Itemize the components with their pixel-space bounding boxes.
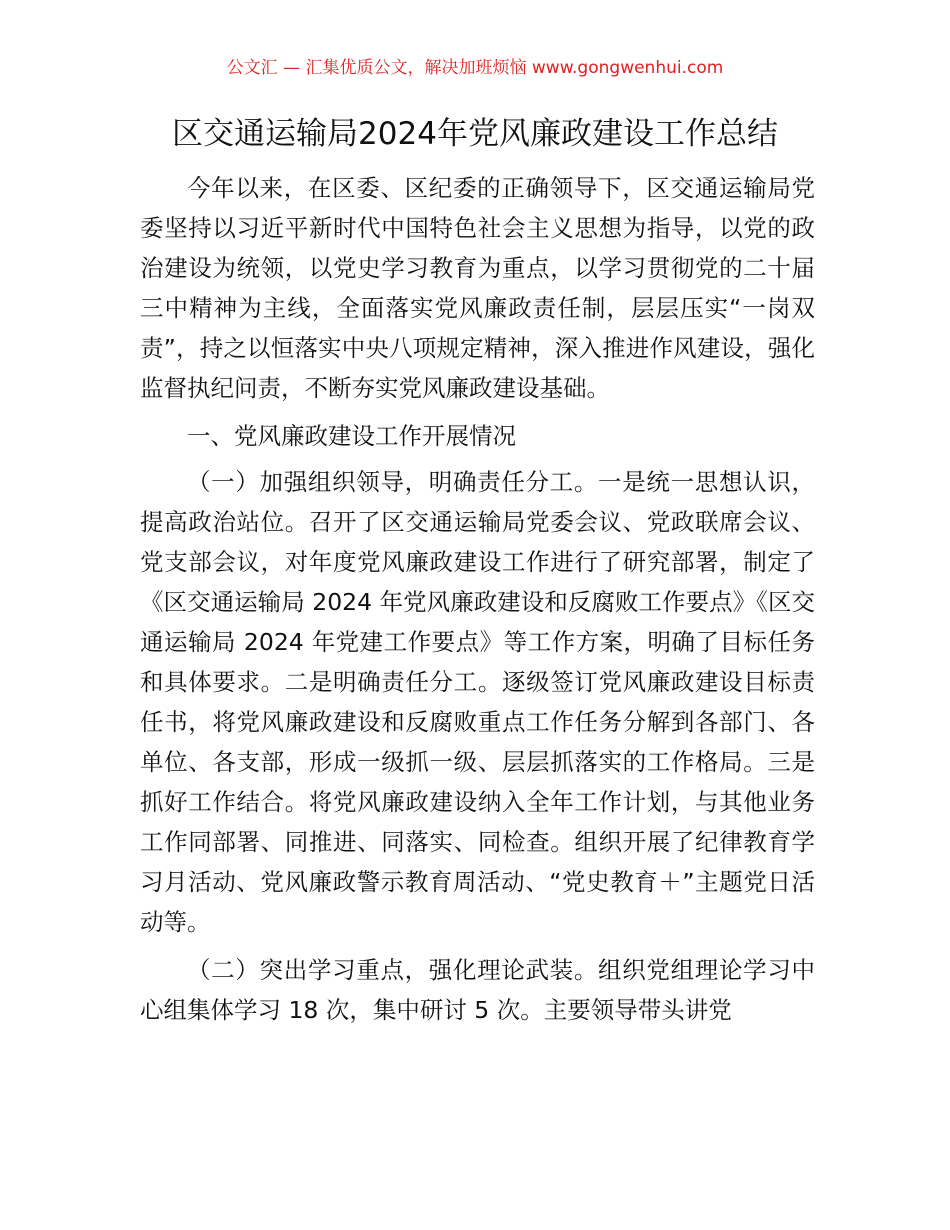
header-banner[interactable]: 公文汇 — 汇集优质公文，解决加班烦恼 www.gongwenhui.com — [226, 58, 724, 78]
paragraph-study-focus: （二）突出学习重点，强化理论武装。组织党组理论学习中心组集体学习 18 次，集中研讨 5 次。主要领导带头讲党 — [140, 956, 815, 1024]
document-title: 区交通运输局2024年党风廉政建设工作总结 — [172, 116, 778, 152]
intro-paragraph: 今年以来，在区委、区纪委的正确领导下，区交通运输局党委坚持以习近平新时代中国特色社会主义思想为指导，以党的政治建设为统领，以党史学习教育为重点，以学习贯彻党的二十届三中精神为主线，全面落实党风廉政责任制，层层压实“一岗双责”，持之以恒落实中央八项规定精神，深入推进作风建设，强化监督执纪问责，不断夯实党风廉政建设基础。 — [140, 174, 815, 402]
paragraph-organization-leadership: （一）加强组织领导，明确责任分工。一是统一思想认识，提高政治站位。召开了区交通运输局党委会议、党政联席会议、党支部会议，对年度党风廉政建设工作进行了研究部署，制定了《区交通运输局 2024 年党风廉政建设和反腐败工作要点》《区交通运输局 2024 年党建工作要点》等工作方案，明确了目标任务和具体要求。二是明确责任分工。逐级签订党风廉政建设目标责任书，将党风廉政建设和反腐败重点工作任务分解到各部门、各单位、各支部，形成一级抓一级、层层抓落实的工作格局。三是抓好工作结合。将党风廉政建设纳入全年工作计划，与其他业务工作同部署、同推进、同落实、同检查。组织开展了纪律教育学习月活动、党风廉政警示教育周活动、“党史教育＋”主题党日活动等。 — [140, 468, 815, 936]
document-body — [140, 168, 815, 1030]
section-heading: 一、党风廉政建设工作开展情况 — [187, 422, 516, 450]
